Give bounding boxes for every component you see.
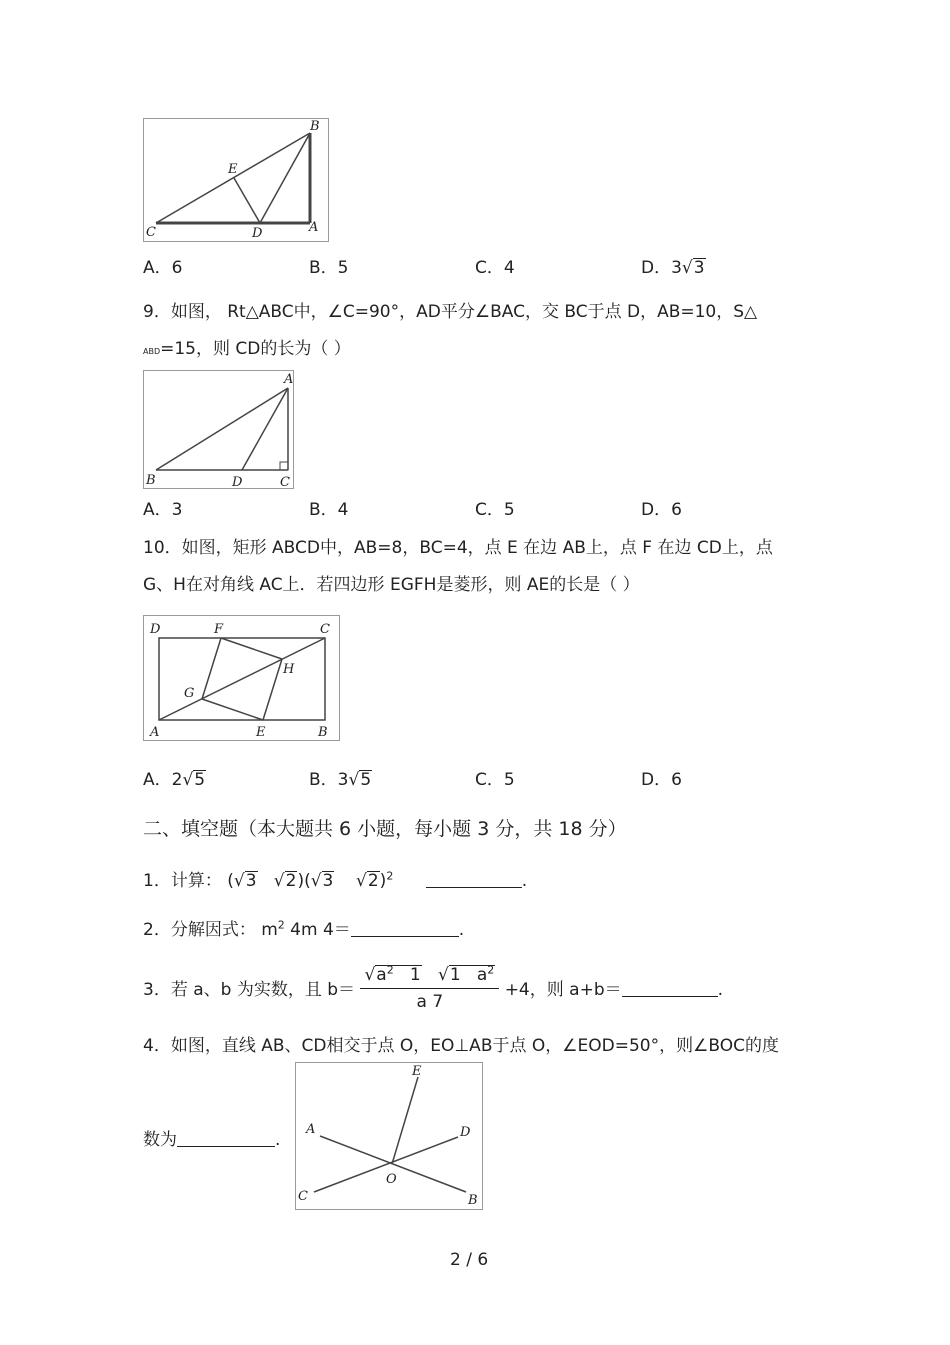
label-a: A bbox=[306, 1122, 316, 1137]
sqrt-symbol: $√a^2$ 1 bbox=[364, 962, 421, 985]
q8-option-d-prefix: D．3 bbox=[641, 258, 682, 278]
label-b: B bbox=[318, 725, 328, 740]
label-b: B bbox=[310, 119, 320, 134]
fill4-end: . bbox=[275, 1130, 281, 1150]
fill1-end: . bbox=[521, 871, 528, 891]
q9-option-d: D．6 bbox=[641, 500, 682, 520]
q10-option-a-prefix: A．2 bbox=[143, 770, 183, 790]
fill3-prefix: 3．若 a、b 为实数，且 b＝ bbox=[143, 980, 356, 1000]
fill2-end: . bbox=[458, 920, 465, 940]
q8-option-d bbox=[641, 257, 706, 279]
label-h: H bbox=[283, 662, 295, 677]
q10-option-d: D．6 bbox=[641, 770, 682, 790]
fill2-prefix: 2．分解因式： m bbox=[143, 920, 278, 940]
fill1-exp: 2 bbox=[386, 869, 394, 883]
fill2-rest: 4m 4＝ bbox=[284, 920, 351, 940]
q10-option-a bbox=[143, 769, 206, 791]
fill1-r1: 3 bbox=[245, 871, 257, 891]
fill1-answer-blank[interactable] bbox=[426, 871, 522, 888]
sqrt-symbol: √3 bbox=[310, 871, 334, 891]
q9-line1 bbox=[143, 301, 757, 323]
q10-line1: 10．如图，矩形 ABCD中，AB=8，BC=4，点 E 在边 AB上，点 F 在边 CD上，点 bbox=[143, 538, 773, 558]
q9-line2 bbox=[143, 338, 351, 363]
fill3-denominator: a 7 bbox=[416, 991, 444, 1012]
fill3-end: . bbox=[717, 980, 724, 1000]
label-e: E bbox=[228, 162, 238, 177]
fill1-r3: 3 bbox=[322, 871, 334, 891]
fill3-exp-b: 2 bbox=[487, 962, 495, 976]
label-c: C bbox=[320, 622, 330, 637]
label-d: D bbox=[460, 1125, 471, 1140]
page-number: 2 / 6 bbox=[450, 1250, 489, 1270]
figure-q9-svg bbox=[144, 371, 295, 490]
sqrt-symbol: √5 bbox=[348, 770, 372, 790]
q8-option-c: C．4 bbox=[475, 258, 515, 278]
figure-q10-svg bbox=[144, 616, 341, 742]
sqrt-symbol: √5 bbox=[182, 770, 206, 790]
label-d: D bbox=[232, 475, 243, 490]
q9-text-line2: =15，则 CD的长为（ ） bbox=[160, 339, 351, 359]
label-f: F bbox=[214, 622, 224, 637]
q8-option-d-radicand: 3 bbox=[693, 258, 705, 278]
fill4-line1: 4．如图，直线 AB、CD相交于点 O，EO⊥AB于点 O，∠EOD=50°，则∠BOC的度 bbox=[143, 1036, 779, 1056]
fill2-exp: 2 bbox=[277, 918, 285, 932]
label-g: G bbox=[184, 686, 195, 701]
label-b: B bbox=[468, 1193, 478, 1208]
q10-line2: G、H在对角线 AC上．若四边形 EGFH是菱形，则 AE的长是（ ） bbox=[143, 575, 640, 595]
fill1-close: ) bbox=[379, 871, 387, 891]
q10-option-b-radicand: 5 bbox=[360, 770, 372, 790]
fill3-radicand-2 bbox=[449, 962, 495, 985]
fill3-numerator bbox=[360, 964, 499, 989]
fill2-answer-blank[interactable] bbox=[351, 920, 459, 937]
fill3-one-b: 1 bbox=[449, 964, 461, 985]
label-e: E bbox=[256, 725, 266, 740]
figure-fill4-svg bbox=[296, 1063, 484, 1211]
section-2-title: 二、填空题（本大题共 6 小题，每小题 3 分，共 18 分） bbox=[143, 818, 627, 840]
figure-q8 bbox=[143, 118, 329, 242]
fill1-mid: )( bbox=[297, 871, 311, 891]
figure-fill4 bbox=[295, 1062, 483, 1210]
fill3-answer-blank[interactable] bbox=[622, 980, 718, 997]
sqrt-symbol: √2 bbox=[356, 871, 379, 891]
q9-option-b: B．4 bbox=[309, 500, 349, 520]
label-d: D bbox=[252, 226, 263, 241]
sqrt-symbol: √3 bbox=[681, 258, 705, 278]
fill3-var-b: a bbox=[476, 964, 488, 985]
fill3-fraction bbox=[360, 964, 499, 1013]
q9-option-c: C．5 bbox=[475, 500, 515, 520]
label-d: D bbox=[150, 622, 161, 637]
figure-q9 bbox=[143, 370, 294, 489]
q10-option-b bbox=[309, 769, 372, 791]
fill4-line2 bbox=[143, 1129, 280, 1151]
fill1-open: ( bbox=[227, 871, 234, 891]
fill1-line bbox=[143, 870, 527, 892]
fill3-exp-a: 2 bbox=[386, 962, 394, 976]
q8-option-a: A．6 bbox=[143, 258, 183, 278]
label-e: E bbox=[412, 1064, 422, 1079]
label-c: C bbox=[298, 1189, 308, 1204]
q9-subscript: ABD bbox=[143, 347, 161, 356]
label-c: C bbox=[146, 225, 156, 240]
q9-option-a: A．3 bbox=[143, 500, 183, 520]
sqrt-symbol: √3 bbox=[233, 871, 257, 891]
q10-option-c: C．5 bbox=[475, 770, 515, 790]
q10-option-b-prefix: B．3 bbox=[309, 770, 349, 790]
q10-option-a-radicand: 5 bbox=[194, 770, 206, 790]
q9-text-line1: 9．如图， Rt△ABC中，∠C=90°，AD平分∠BAC，交 BC于点 D，AB=10，S△ bbox=[143, 302, 758, 322]
sqrt-symbol: √2 bbox=[273, 871, 297, 891]
label-c: C bbox=[280, 475, 290, 490]
fill3-var-a: a bbox=[376, 964, 387, 985]
sqrt-symbol: √1 $a^2$ bbox=[437, 962, 495, 985]
fill1-r4: 2 bbox=[367, 871, 379, 891]
figure-q10 bbox=[143, 615, 340, 741]
fill4-prefix: 数为 bbox=[143, 1130, 177, 1150]
label-a: A bbox=[309, 220, 319, 235]
fill3-radicand-1 bbox=[375, 962, 421, 985]
fill1-prefix: 1．计算： bbox=[143, 871, 222, 891]
label-b: B bbox=[146, 473, 156, 488]
fill3-one-a: 1 bbox=[409, 964, 421, 985]
fill3-line bbox=[143, 962, 723, 1018]
label-o: O bbox=[386, 1172, 397, 1187]
fill1-r2: 2 bbox=[285, 871, 297, 891]
fill2-line bbox=[143, 919, 464, 941]
fill4-answer-blank[interactable] bbox=[177, 1130, 275, 1147]
figure-q8-svg bbox=[144, 119, 330, 243]
label-a: A bbox=[284, 372, 294, 387]
fill3-after: +4，则 a+b＝ bbox=[504, 980, 622, 1000]
label-a: A bbox=[150, 725, 160, 740]
q8-option-b: B．5 bbox=[309, 258, 349, 278]
